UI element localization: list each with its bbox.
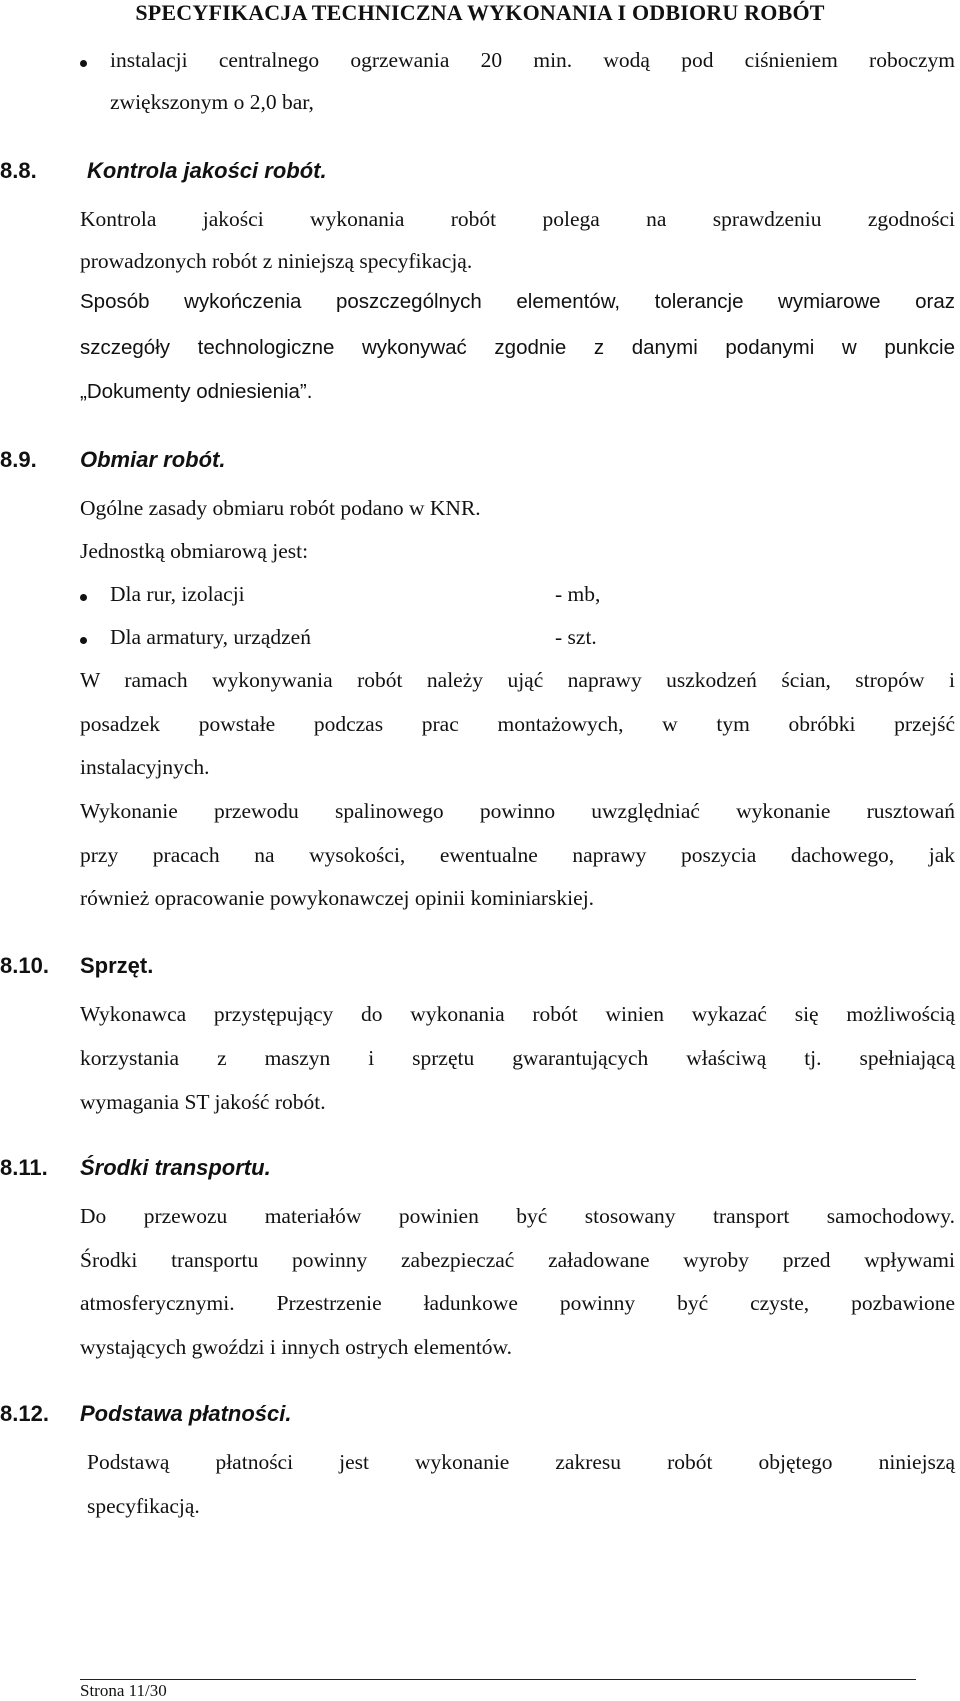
intro-bullet-line-1: instalacji centralnego ogrzewania 20 min. wodą pod ciśnieniem roboczym xyxy=(110,48,955,72)
intro-bullet-line-2: zwiększonym o 2,0 bar, xyxy=(110,90,314,114)
section-heading-8-10 xyxy=(0,953,400,983)
paragraph-line: szczegóły technologiczne wykonywać zgodnie z danymi podanymi w punkcie xyxy=(80,336,955,359)
paragraph-line: „Dokumenty odniesienia”. xyxy=(80,380,313,403)
paragraph-line: przy pracach na wysokości, ewentualne naprawy poszycia dachowego, jak xyxy=(80,843,955,867)
paragraph-line: wymagania ST jakość robót. xyxy=(80,1090,326,1114)
section-number: 8.8. xyxy=(0,158,37,183)
section-title: Kontrola jakości robót. xyxy=(87,158,327,183)
section-heading-8-12 xyxy=(0,1401,400,1431)
paragraph-line: Wykonanie przewodu spalinowego powinno uwzględniać wykonanie rusztowań xyxy=(80,799,955,823)
paragraph-line: Podstawą płatności jest wykonanie zakresu robót objętego niniejszą xyxy=(87,1450,955,1474)
paragraph-line: Do przewozu materiałów powinien być stosowany transport samochodowy. xyxy=(80,1204,955,1228)
section-title: Środki transportu. xyxy=(80,1155,271,1180)
section-number: 8.12. xyxy=(0,1401,49,1426)
section-heading-8-11 xyxy=(0,1155,400,1185)
paragraph-line: Jednostką obmiarową jest: xyxy=(80,539,309,563)
section-heading-8-9 xyxy=(0,447,400,477)
page-header: SPECYFIKACJA TECHNICZNA WYKONANIA I ODBIORU ROBÓT xyxy=(135,0,825,25)
paragraph-line: instalacyjnych. xyxy=(80,755,210,779)
section-heading-8-8 xyxy=(0,158,400,188)
section-title: Sprzęt. xyxy=(80,953,154,978)
paragraph-line: W ramach wykonywania robót należy ująć naprawy uszkodzeń ścian, stropów i xyxy=(80,668,955,692)
page-number: Strona 11/30 xyxy=(80,1681,167,1700)
paragraph-line: Sposób wykończenia poszczególnych elementów, tolerancje wymiarowe oraz xyxy=(80,290,955,313)
bullet-icon xyxy=(80,594,87,601)
section-number: 8.11. xyxy=(0,1155,48,1180)
paragraph-line: Środki transportu powinny zabezpieczać załadowane wyroby przed wpływami xyxy=(80,1248,955,1272)
paragraph-line: wystających gwoździ i innych ostrych elementów. xyxy=(80,1335,513,1359)
list-item-label: Dla rur, izolacji xyxy=(110,582,245,606)
section-number: 8.9. xyxy=(0,447,37,472)
footer-divider xyxy=(80,1679,916,1680)
paragraph-line: Wykonawca przystępujący do wykonania robót winien wykazać się możliwością xyxy=(80,1002,955,1026)
list-item-unit: - mb, xyxy=(555,582,601,606)
bullet-icon xyxy=(80,637,87,644)
paragraph-line: korzystania z maszyn i sprzętu gwarantujących właściwą tj. spełniającą xyxy=(80,1046,955,1070)
list-item-label: Dla armatury, urządzeń xyxy=(110,625,311,649)
section-number: 8.10. xyxy=(0,953,49,978)
paragraph-line: Kontrola jakości wykonania robót polega na sprawdzeniu zgodności xyxy=(80,207,955,231)
paragraph-line: atmosferycznymi. Przestrzenie ładunkowe powinny być czyste, pozbawione xyxy=(80,1291,955,1315)
bullet-icon xyxy=(80,60,87,67)
section-title: Obmiar robót. xyxy=(80,447,226,472)
paragraph-line: również opracowanie powykonawczej opinii kominiarskiej. xyxy=(80,886,595,910)
paragraph-line: Ogólne zasady obmiaru robót podano w KNR. xyxy=(80,496,481,520)
paragraph-line: prowadzonych robót z niniejszą specyfikacją. xyxy=(80,249,473,273)
section-title: Podstawa płatności. xyxy=(80,1401,292,1426)
paragraph-line: specyfikacją. xyxy=(87,1494,200,1518)
list-item-unit: - szt. xyxy=(555,625,597,649)
paragraph-line: posadzek powstałe podczas prac montażowych, w tym obróbki przejść xyxy=(80,712,955,736)
